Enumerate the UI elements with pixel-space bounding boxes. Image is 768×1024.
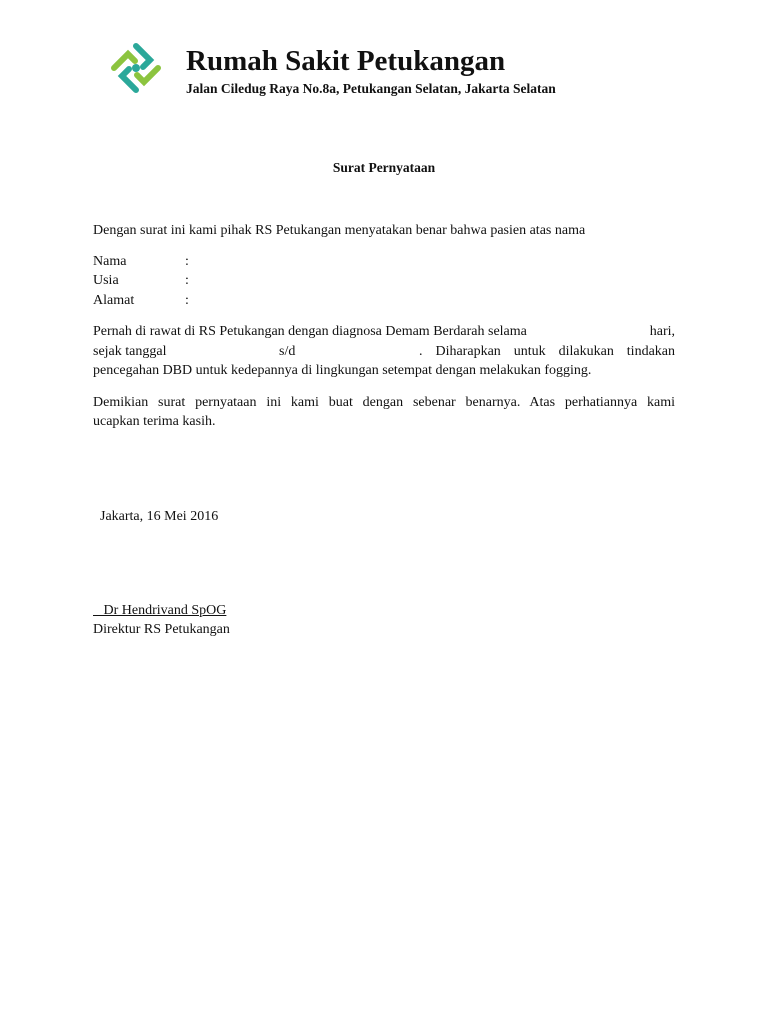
- paragraph-line: [93, 361, 675, 381]
- field-label-nama: Nama: [93, 254, 127, 269]
- signer-name: Dr Hendrivand SpOG: [93, 603, 227, 618]
- recommendation-text-cont: pencegahan DBD untuk kedepannya di lingkungan setempat dengan melakukan fogging.: [93, 363, 592, 378]
- paragraph-line: [93, 393, 675, 413]
- paragraph-line: [93, 342, 675, 362]
- hospital-logo-icon: [110, 42, 162, 94]
- field-label-usia: Usia: [93, 273, 119, 288]
- recommendation-text: . Diharapkan untuk dilakukan tindakan: [419, 344, 675, 359]
- field-label-alamat: Alamat: [93, 293, 135, 308]
- hospital-address: Jalan Ciledug Raya No.8a, Petukangan Selatan, Jakarta Selatan: [186, 81, 556, 96]
- days-unit: hari,: [649, 324, 675, 339]
- paragraph-line: [93, 322, 675, 342]
- field-colon-usia: :: [185, 273, 189, 288]
- signer-position: Direktur RS Petukangan: [93, 622, 230, 637]
- paragraph-line: [93, 412, 675, 432]
- document-title: Surat Pernyataan: [332, 160, 436, 175]
- since-date-label: sejak tanggal: [93, 344, 167, 359]
- place-and-date: Jakarta, 16 Mei 2016: [100, 509, 219, 524]
- field-colon-nama: :: [185, 254, 189, 269]
- closing-text: Demikian surat pernyataan ini kami buat dengan sebenar benarnya. Atas perhatiannya kami: [93, 395, 675, 410]
- intro-sentence: Dengan surat ini kami pihak RS Petukangan menyatakan benar bahwa pasien atas nama: [93, 223, 586, 238]
- closing-text-cont: ucapkan terima kasih.: [93, 414, 216, 429]
- field-colon-alamat: :: [185, 293, 189, 308]
- hospital-name: Rumah Sakit Petukangan: [186, 45, 506, 77]
- diagnosis-text: Pernah di rawat di RS Petukangan dengan diagnosa Demam Berdarah selama: [93, 324, 527, 339]
- date-range-separator: s/d: [279, 344, 296, 359]
